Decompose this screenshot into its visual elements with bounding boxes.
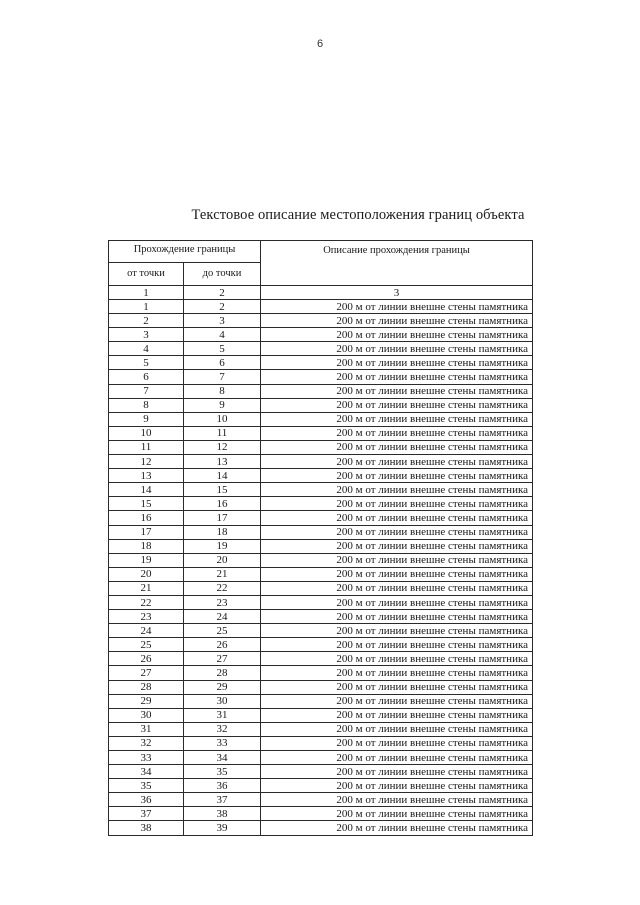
from-point-cell: 30 xyxy=(109,708,184,722)
to-point-cell: 34 xyxy=(184,751,261,765)
to-point-cell: 26 xyxy=(184,638,261,652)
table-row xyxy=(109,751,533,765)
from-point-cell: 31 xyxy=(109,722,184,736)
from-point-cell: 19 xyxy=(109,553,184,567)
description-cell: 200 м от линии внешне стены памятника xyxy=(261,525,533,539)
description-cell: 200 м от линии внешне стены памятника xyxy=(261,553,533,567)
description-cell: 200 м от линии внешне стены памятника xyxy=(261,610,533,624)
to-point-cell: 36 xyxy=(184,779,261,793)
table-row xyxy=(109,539,533,553)
to-point-cell: 32 xyxy=(184,722,261,736)
description-cell: 200 м от линии внешне стены памятника xyxy=(261,624,533,638)
description-cell: 200 м от линии внешне стены памятника xyxy=(261,412,533,426)
table-row xyxy=(109,314,533,328)
description-cell: 200 м от линии внешне стены памятника xyxy=(261,300,533,314)
from-point-cell: 23 xyxy=(109,610,184,624)
from-point-cell: 18 xyxy=(109,539,184,553)
description-cell: 200 м от линии внешне стены памятника xyxy=(261,793,533,807)
to-point-cell: 31 xyxy=(184,708,261,722)
description-cell: 200 м от линии внешне стены памятника xyxy=(261,807,533,821)
table-row xyxy=(109,483,533,497)
to-point-cell: 13 xyxy=(184,455,261,469)
description-cell: 200 м от линии внешне стены памятника xyxy=(261,370,533,384)
table-row xyxy=(109,412,533,426)
table-row xyxy=(109,581,533,595)
from-point-cell: 34 xyxy=(109,765,184,779)
table-row xyxy=(109,398,533,412)
description-cell: 200 м от линии внешне стены памятника xyxy=(261,821,533,835)
description-cell: 200 м от линии внешне стены памятника xyxy=(261,314,533,328)
to-point-cell: 8 xyxy=(184,384,261,398)
table-row xyxy=(109,666,533,680)
to-point-cell: 38 xyxy=(184,807,261,821)
from-point-cell: 26 xyxy=(109,652,184,666)
description-cell: 200 м от линии внешне стены памятника xyxy=(261,567,533,581)
description-cell: 200 м от линии внешне стены памятника xyxy=(261,384,533,398)
table-row xyxy=(109,821,533,835)
table-row xyxy=(109,638,533,652)
from-point-cell: 3 xyxy=(109,328,184,342)
description-cell: 200 м от линии внешне стены памятника xyxy=(261,342,533,356)
to-point-cell: 23 xyxy=(184,595,261,609)
table-row xyxy=(109,328,533,342)
table-row xyxy=(109,694,533,708)
description-cell: 200 м от линии внешне стены памятника xyxy=(261,652,533,666)
to-point-cell: 20 xyxy=(184,553,261,567)
from-point-cell: 10 xyxy=(109,426,184,440)
table-row xyxy=(109,525,533,539)
table-row xyxy=(109,497,533,511)
to-point-cell: 17 xyxy=(184,511,261,525)
description-cell: 200 м от линии внешне стены памятника xyxy=(261,581,533,595)
from-point-cell: 32 xyxy=(109,736,184,750)
column-number-row xyxy=(109,286,533,300)
description-cell: 200 м от линии внешне стены памятника xyxy=(261,666,533,680)
description-cell: 200 м от линии внешне стены памятника xyxy=(261,694,533,708)
from-point-cell: 8 xyxy=(109,398,184,412)
from-point-cell: 2 xyxy=(109,314,184,328)
column-number: 2 xyxy=(184,286,261,300)
description-cell: 200 м от линии внешне стены памятника xyxy=(261,736,533,750)
to-point-cell: 9 xyxy=(184,398,261,412)
from-point-cell: 27 xyxy=(109,666,184,680)
from-point-cell: 7 xyxy=(109,384,184,398)
to-point-cell: 24 xyxy=(184,610,261,624)
from-point-cell: 38 xyxy=(109,821,184,835)
to-point-cell: 39 xyxy=(184,821,261,835)
table-row xyxy=(109,765,533,779)
from-point-cell: 37 xyxy=(109,807,184,821)
to-point-cell: 35 xyxy=(184,765,261,779)
table-row xyxy=(109,567,533,581)
description-cell: 200 м от линии внешне стены памятника xyxy=(261,455,533,469)
to-point-cell: 5 xyxy=(184,342,261,356)
description-cell: 200 м от линии внешне стены памятника xyxy=(261,497,533,511)
table-row xyxy=(109,300,533,314)
to-point-cell: 6 xyxy=(184,356,261,370)
description-cell: 200 м от линии внешне стены памятника xyxy=(261,440,533,454)
description-cell: 200 м от линии внешне стены памятника xyxy=(261,483,533,497)
description-cell: 200 м от линии внешне стены памятника xyxy=(261,722,533,736)
table-row xyxy=(109,708,533,722)
from-point-cell: 15 xyxy=(109,497,184,511)
description-cell: 200 м от линии внешне стены памятника xyxy=(261,469,533,483)
table-row xyxy=(109,426,533,440)
from-point-cell: 28 xyxy=(109,680,184,694)
from-point-cell: 35 xyxy=(109,779,184,793)
to-point-cell: 19 xyxy=(184,539,261,553)
description-cell: 200 м от линии внешне стены памятника xyxy=(261,751,533,765)
from-point-cell: 13 xyxy=(109,469,184,483)
to-point-cell: 16 xyxy=(184,497,261,511)
header-description: Описание прохождения границы xyxy=(261,241,533,286)
to-point-cell: 10 xyxy=(184,412,261,426)
from-point-cell: 9 xyxy=(109,412,184,426)
description-cell: 200 м от линии внешне стены памятника xyxy=(261,426,533,440)
table-row xyxy=(109,807,533,821)
table-row xyxy=(109,356,533,370)
to-point-cell: 25 xyxy=(184,624,261,638)
table-row xyxy=(109,680,533,694)
from-point-cell: 12 xyxy=(109,455,184,469)
table-row xyxy=(109,610,533,624)
header-to-point: до точки xyxy=(184,263,261,286)
table-row xyxy=(109,342,533,356)
to-point-cell: 12 xyxy=(184,440,261,454)
table-row xyxy=(109,793,533,807)
description-cell: 200 м от линии внешне стены памятника xyxy=(261,595,533,609)
description-cell: 200 м от линии внешне стены памятника xyxy=(261,765,533,779)
description-cell: 200 м от линии внешне стены памятника xyxy=(261,398,533,412)
header-from-point: от точки xyxy=(109,263,184,286)
table-row xyxy=(109,469,533,483)
table-row xyxy=(109,722,533,736)
to-point-cell: 30 xyxy=(184,694,261,708)
description-cell: 200 м от линии внешне стены памятника xyxy=(261,708,533,722)
table-row xyxy=(109,736,533,750)
from-point-cell: 17 xyxy=(109,525,184,539)
boundary-table xyxy=(108,240,533,836)
column-number: 3 xyxy=(261,286,533,300)
column-number: 1 xyxy=(109,286,184,300)
from-point-cell: 11 xyxy=(109,440,184,454)
table-row xyxy=(109,455,533,469)
to-point-cell: 33 xyxy=(184,736,261,750)
to-point-cell: 28 xyxy=(184,666,261,680)
to-point-cell: 14 xyxy=(184,469,261,483)
table-row xyxy=(109,553,533,567)
to-point-cell: 11 xyxy=(184,426,261,440)
description-cell: 200 м от линии внешне стены памятника xyxy=(261,680,533,694)
table-row xyxy=(109,370,533,384)
to-point-cell: 15 xyxy=(184,483,261,497)
table-row xyxy=(109,779,533,793)
description-cell: 200 м от линии внешне стены памятника xyxy=(261,779,533,793)
to-point-cell: 2 xyxy=(184,300,261,314)
table-row xyxy=(109,440,533,454)
to-point-cell: 29 xyxy=(184,680,261,694)
to-point-cell: 37 xyxy=(184,793,261,807)
page-number: 6 xyxy=(316,38,324,50)
to-point-cell: 27 xyxy=(184,652,261,666)
from-point-cell: 5 xyxy=(109,356,184,370)
from-point-cell: 36 xyxy=(109,793,184,807)
from-point-cell: 33 xyxy=(109,751,184,765)
from-point-cell: 24 xyxy=(109,624,184,638)
description-cell: 200 м от линии внешне стены памятника xyxy=(261,356,533,370)
from-point-cell: 4 xyxy=(109,342,184,356)
from-point-cell: 21 xyxy=(109,581,184,595)
description-cell: 200 м от линии внешне стены памятника xyxy=(261,328,533,342)
to-point-cell: 22 xyxy=(184,581,261,595)
from-point-cell: 29 xyxy=(109,694,184,708)
table-row xyxy=(109,652,533,666)
description-cell: 200 м от линии внешне стены памятника xyxy=(261,539,533,553)
table-row xyxy=(109,511,533,525)
to-point-cell: 7 xyxy=(184,370,261,384)
to-point-cell: 18 xyxy=(184,525,261,539)
description-cell: 200 м от линии внешне стены памятника xyxy=(261,511,533,525)
from-point-cell: 20 xyxy=(109,567,184,581)
table-row xyxy=(109,624,533,638)
from-point-cell: 6 xyxy=(109,370,184,384)
from-point-cell: 14 xyxy=(109,483,184,497)
to-point-cell: 4 xyxy=(184,328,261,342)
from-point-cell: 16 xyxy=(109,511,184,525)
table-header xyxy=(109,241,533,300)
table-body xyxy=(109,300,533,836)
from-point-cell: 25 xyxy=(109,638,184,652)
document-title: Текстовое описание местоположения границ объекта xyxy=(191,207,525,223)
to-point-cell: 21 xyxy=(184,567,261,581)
table-row xyxy=(109,384,533,398)
from-point-cell: 1 xyxy=(109,300,184,314)
table-row xyxy=(109,595,533,609)
description-cell: 200 м от линии внешне стены памятника xyxy=(261,638,533,652)
to-point-cell: 3 xyxy=(184,314,261,328)
from-point-cell: 22 xyxy=(109,595,184,609)
header-boundary-passage: Прохождение границы xyxy=(109,241,261,263)
